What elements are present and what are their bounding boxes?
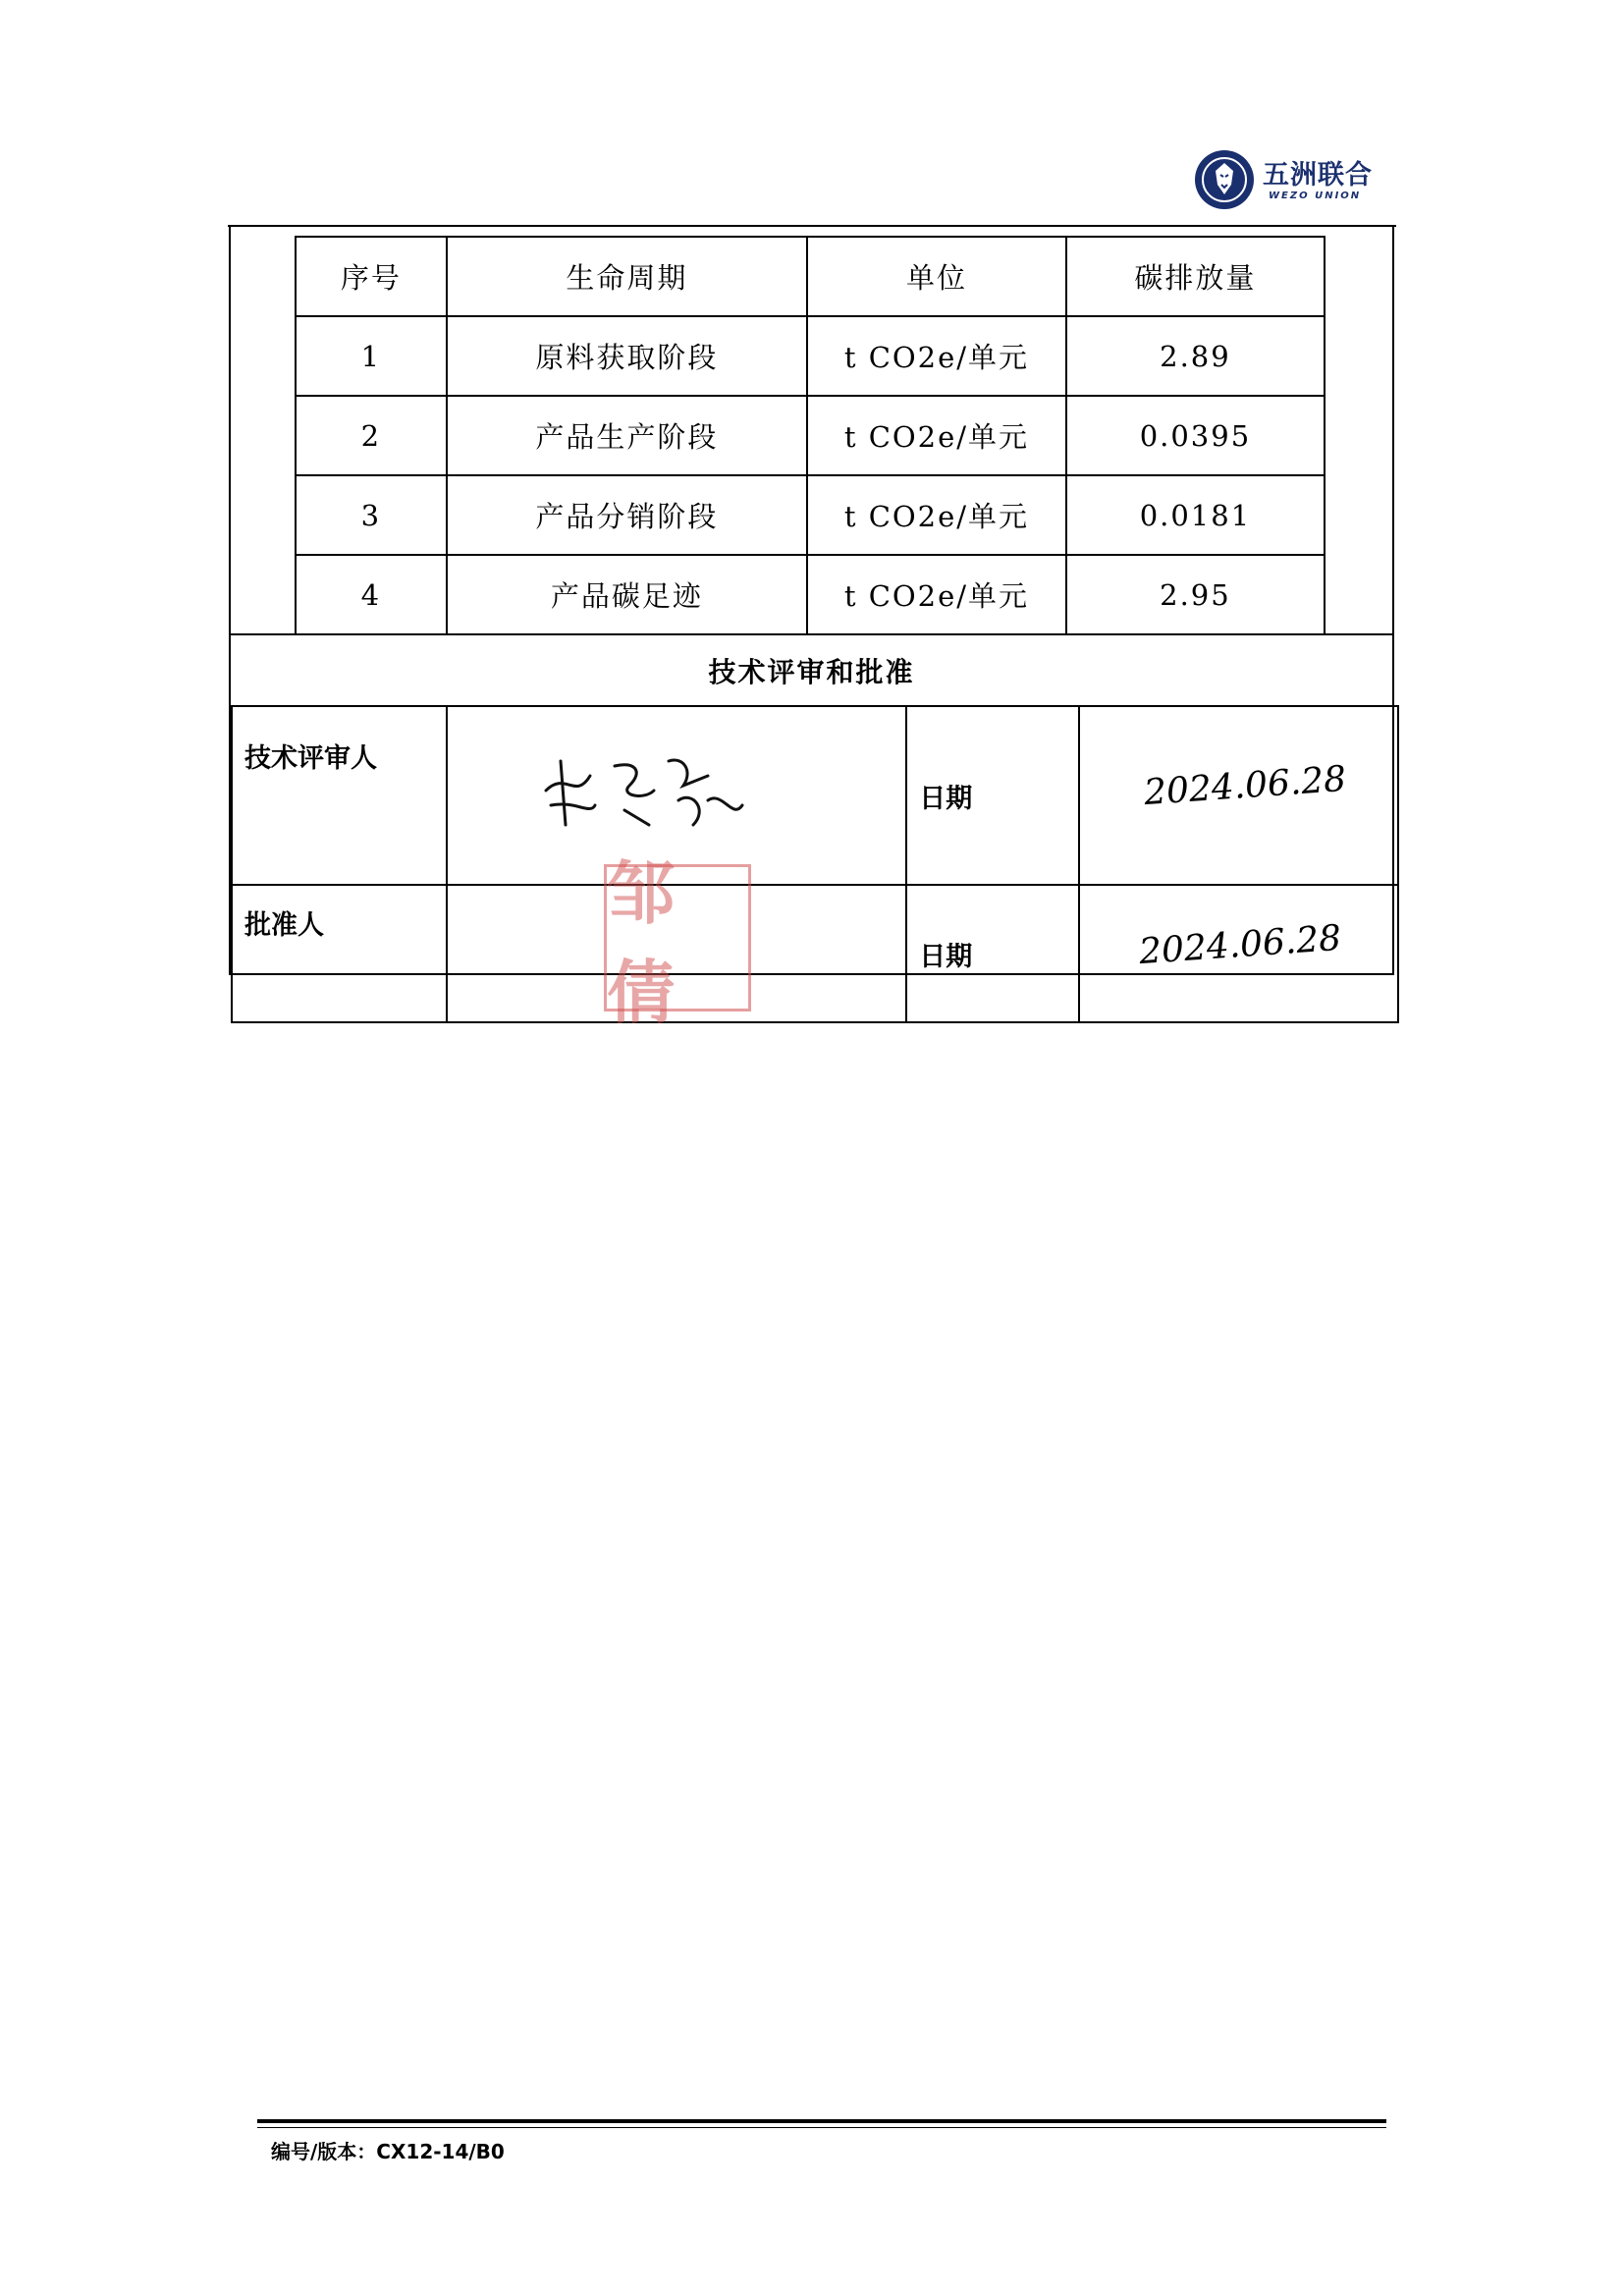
footer-rule (257, 2119, 1386, 2123)
cell-unit: t CO2e/单元 (807, 316, 1066, 396)
reviewer-date: 2024.06.28 (1143, 758, 1348, 814)
cell-unit: t CO2e/单元 (807, 475, 1066, 555)
table-row (296, 475, 1325, 555)
approver-date-label: 日期 (906, 885, 1079, 1022)
header-unit: 单位 (807, 237, 1066, 316)
header-lifecycle: 生命周期 (447, 237, 807, 316)
approver-date-cell (1079, 885, 1398, 1022)
cell-lifecycle: 产品生产阶段 (447, 396, 807, 475)
reviewer-date-cell (1079, 706, 1398, 885)
reviewer-row (232, 706, 1398, 885)
header-emission: 碳排放量 (1066, 237, 1325, 316)
reviewer-signature (536, 732, 762, 840)
carbon-emission-table (295, 236, 1325, 635)
cell-lifecycle: 产品碳足迹 (447, 555, 807, 634)
table-row (296, 555, 1325, 634)
cell-emission: 0.0395 (1066, 396, 1325, 475)
cell-emission: 2.89 (1066, 316, 1325, 396)
cell-lifecycle: 产品分销阶段 (447, 475, 807, 555)
approver-row (232, 885, 1398, 1022)
reviewer-label: 技术评审人 (232, 706, 447, 885)
cell-index: 3 (296, 475, 447, 555)
cell-index: 4 (296, 555, 447, 634)
table-header-row (296, 237, 1325, 316)
lion-globe-icon (1194, 149, 1255, 210)
cell-emission: 2.95 (1066, 555, 1325, 634)
footer-rule-thin (257, 2127, 1386, 2128)
approval-table (231, 705, 1399, 1023)
table-row (296, 316, 1325, 396)
table-row (296, 396, 1325, 475)
cell-index: 2 (296, 396, 447, 475)
document-code: 编号/版本：CX12-14/B0 (271, 2140, 505, 2163)
section-title: 技术评审和批准 (231, 633, 1392, 707)
cell-unit: t CO2e/单元 (807, 555, 1066, 634)
approver-label: 批准人 (232, 885, 447, 1022)
reviewer-date-label: 日期 (906, 706, 1079, 885)
brand-name-cn: 五洲联合 (1263, 160, 1373, 191)
approver-seal: 邹倩 (604, 864, 751, 1011)
header-index: 序号 (296, 237, 447, 316)
cell-emission: 0.0181 (1066, 475, 1325, 555)
brand-name-en: WEZO UNION (1269, 191, 1362, 201)
approver-date: 2024.06.28 (1138, 917, 1343, 973)
cell-index: 1 (296, 316, 447, 396)
company-logo (1194, 149, 1380, 210)
cell-unit: t CO2e/单元 (807, 396, 1066, 475)
cell-lifecycle: 原料获取阶段 (447, 316, 807, 396)
